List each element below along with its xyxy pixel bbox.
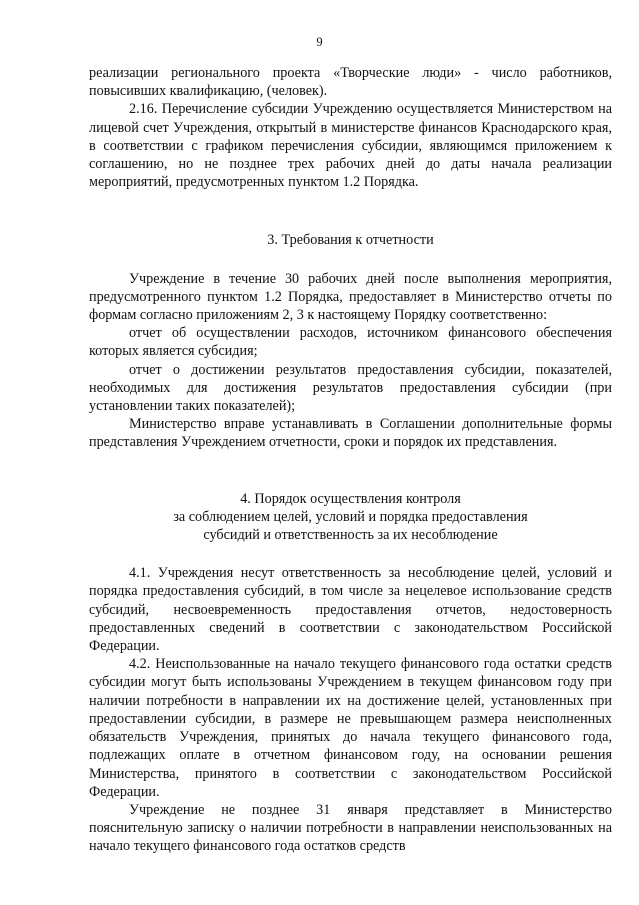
spacer [89,191,612,231]
spacer [89,452,612,490]
section-4-heading-line-3: субсидий и ответственность за их несоблюдение [203,527,498,544]
paragraph-4-1: 4.1. Учреждения несут ответственность за несоблюдение целей, условий и порядка предоставления субсидий, в том числе за нецелевое использование средств субсидий, несвоевременность предоставления отчетов, недостоверность предоставленных сведений в соответствии с законодательством Российской Федерации. [89,565,612,655]
paragraph-continuation: реализации регионального проекта «Творческие люди» - число работников, повысивших квалификацию, (человек). [89,65,612,100]
section-4-heading-line-2: за соблюдением целей, условий и порядка предоставления [173,508,528,525]
paragraph-explanatory-note: Учреждение не позднее 31 января представляет в Министерство пояснительную записку о наличии потребности в направлении неиспользованных на начало текущего финансового года остатков средств [89,801,612,855]
paragraph-additional-forms: Министерство вправе устанавливать в Соглашении дополнительные формы представления Учреждением отчетности, сроки и порядок их представления. [89,416,612,451]
paragraph-2-16: 2.16. Перечисление субсидии Учреждению осуществляется Министерством на лицевой счет Учреждения, открытый в министерстве финансов Краснодарского края, в соответствии с графиком перечисления субсидии, являющимся приложением к соглашению, но не позднее трех рабочих дней до даты начала реализации мероприятий, предусмотренных пунктом 1.2 Порядка. [89,101,612,191]
paragraph-reporting-intro: Учреждение в течение 30 рабочих дней после выполнения мероприятия, предусмотренного пунктом 1.2 Порядка, предоставляет в Министерство отчеты по формам согласно приложениям 2, 3 к настоящему Порядку соответственно: [89,270,612,324]
paragraph-expense-report: отчет об осуществлении расходов, источником финансового обеспечения которых является субсидия; [89,325,612,360]
section-3-heading: 3. Требования к отчетности [267,232,434,249]
document-body [89,64,612,856]
page-number: 9 [316,35,323,49]
paragraph-results-report: отчет о достижении результатов предоставления субсидии, показателей, необходимых для достижения результатов предоставления субсидии (при установлении таких показателей); [89,361,612,415]
section-4-heading-line-1: 4. Порядок осуществления контроля [240,490,461,507]
spacer [89,250,612,270]
spacer [89,544,612,564]
paragraph-4-2: 4.2. Неиспользованные на начало текущего финансового года остатки средств субсидии могут быть использованы Учреждением в текущем финансовом году при наличии потребности в направлении их на достижение целей, установленных при предоставлении субсидии, в размере не превышающем размера неисполненных обязательств Учреждения, принятых до начала текущего финансового года, подлежащих оплате в отчетном финансовом году, на основании решения Министерства, принятого в соответствии с законодательством Российской Федерации. [89,656,612,800]
